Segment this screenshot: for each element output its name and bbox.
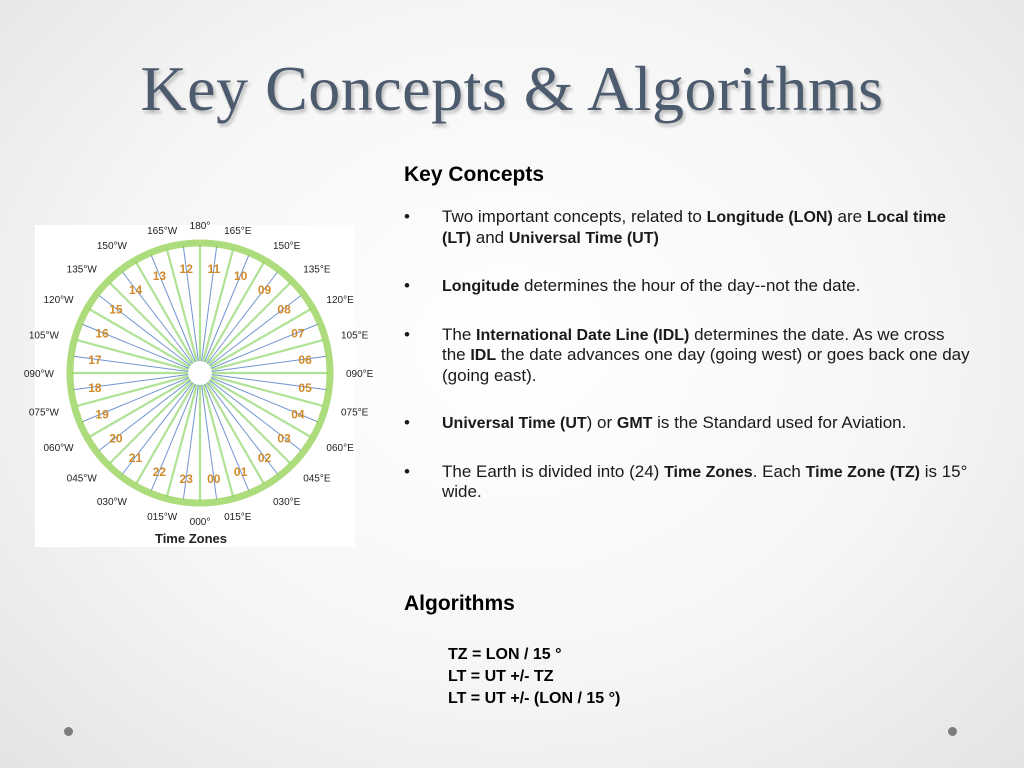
bullet-marker: •	[404, 324, 410, 344]
longitude-label: 135°E	[303, 264, 331, 276]
bullet-bold-text: Time Zone (TZ)	[805, 463, 920, 481]
longitude-label: 150°W	[96, 240, 127, 252]
time-zone-number: 00	[207, 472, 221, 487]
longitude-label: 030°W	[96, 497, 127, 509]
bullet-marker: •	[404, 207, 410, 226]
time-zone-number: 13	[152, 269, 167, 284]
longitude-label: 015°E	[224, 512, 252, 523]
longitude-label: 090°E	[346, 369, 374, 380]
longitude-label: 015°W	[147, 512, 178, 523]
formula-line: LT = UT +/- TZ	[448, 668, 554, 685]
longitude-label: 105°E	[341, 330, 369, 342]
key-concepts-heading: Key Concepts	[404, 163, 545, 186]
time-zone-number: 11	[207, 261, 221, 276]
bullet-text: is 15° wide.	[442, 461, 968, 501]
bullet-bold-text: Universal Time (UT)	[508, 229, 659, 247]
time-zone-number: 23	[179, 472, 193, 487]
time-zone-number: 15	[109, 302, 123, 317]
longitude-label: 105°W	[28, 330, 59, 342]
time-zone-number: 09	[257, 282, 272, 297]
time-zone-number: 18	[88, 380, 102, 395]
bullet-text: and	[471, 227, 509, 247]
bullet-text: are	[832, 207, 867, 226]
longitude-label: 150°E	[273, 240, 301, 252]
bullet-bold-text: Local time (LT)	[442, 209, 946, 247]
bullet-marker: •	[404, 276, 410, 295]
key-concept-bullet	[404, 413, 972, 434]
longitude-label: 060°E	[326, 443, 354, 454]
bullet-text: determines the date. As we cross the	[442, 324, 945, 364]
longitude-label: 045°E	[303, 473, 331, 485]
time-zone-number: 05	[298, 380, 312, 395]
time-zone-number: 04	[291, 407, 305, 422]
time-zone-number: 16	[95, 326, 109, 341]
bullet-marker: •	[404, 413, 410, 432]
bullet-bold-text: IDL	[470, 347, 497, 364]
key-concepts-section	[404, 163, 994, 530]
longitude-label: 120°W	[43, 295, 74, 306]
bullet-bold-text: Longitude (LON)	[706, 209, 833, 226]
bullet-bold-text: Universal Time (UT	[442, 415, 587, 432]
time-zone-number: 10	[233, 269, 248, 284]
time-zones-svg	[23, 221, 374, 547]
time-zone-number: 22	[152, 464, 167, 479]
bullet-text: . Each	[752, 461, 806, 481]
key-concept-bullet	[404, 276, 972, 297]
time-zones-caption: Time Zones	[154, 531, 228, 546]
time-zone-number: 20	[109, 431, 123, 446]
time-zone-number: 12	[179, 261, 193, 276]
longitude-label: 030°E	[273, 497, 301, 509]
time-zone-number: 14	[128, 282, 143, 297]
longitude-label: 090°W	[23, 369, 54, 380]
bullet-text: determines the hour of the day--not the date.	[519, 276, 861, 295]
key-concept-bullet	[404, 207, 972, 248]
slide-title: Key Concepts & Algorithms	[140, 53, 884, 124]
longitude-label: 135°W	[66, 264, 97, 276]
bullet-text: Two important concepts, related to	[442, 207, 707, 226]
key-concept-bullet	[404, 462, 972, 502]
bullet-text: The	[442, 324, 477, 344]
longitude-label: 000°	[189, 517, 211, 528]
formula-line: LT = UT +/- (LON / 15 °)	[448, 690, 621, 707]
algorithms-formulas	[448, 644, 620, 710]
bullet-marker: •	[404, 461, 410, 481]
time-zone-number: 19	[95, 407, 109, 422]
bullet-bold-text: International Date Line (IDL)	[476, 326, 690, 344]
bullet-text: The Earth is divided into (24)	[442, 461, 665, 481]
bullet-bold-text: Time Zones	[664, 463, 753, 481]
time-zone-number: 03	[277, 431, 291, 446]
longitude-label: 060°W	[43, 443, 74, 454]
longitude-label: 075°E	[341, 407, 369, 419]
time-zone-number: 08	[277, 302, 291, 317]
bullet-bold-text: GMT	[616, 415, 653, 432]
key-concepts-list	[404, 207, 994, 502]
corner-dot-right	[948, 727, 957, 736]
time-zone-number: 07	[291, 326, 305, 341]
time-zone-number: 21	[128, 451, 143, 466]
formula-line: TZ = LON / 15 °	[448, 646, 562, 663]
longitude-label: 075°W	[28, 407, 59, 419]
algorithms-heading: Algorithms	[404, 592, 515, 615]
longitude-label: 165°W	[147, 226, 178, 237]
time-zone-number: 06	[298, 353, 312, 368]
longitude-label: 165°E	[224, 226, 252, 237]
bullet-text: the date advances one day (going west) or goes back one day (going east).	[442, 345, 970, 385]
longitude-label: 180°	[189, 221, 211, 232]
time-zone-number: 17	[88, 353, 102, 368]
time-zones-diagram	[23, 221, 374, 547]
corner-dot-left	[64, 727, 73, 736]
time-zone-number: 01	[233, 464, 248, 479]
longitude-label: 120°E	[326, 295, 354, 306]
bullet-bold-text: Longitude	[442, 278, 520, 295]
time-zone-number: 02	[257, 451, 272, 466]
bullet-text: ) or	[586, 413, 617, 432]
bullet-text: is the Standard used for Aviation.	[652, 413, 907, 432]
time-zone-center	[188, 361, 212, 385]
key-concept-bullet	[404, 325, 972, 386]
longitude-label: 045°W	[66, 473, 97, 485]
